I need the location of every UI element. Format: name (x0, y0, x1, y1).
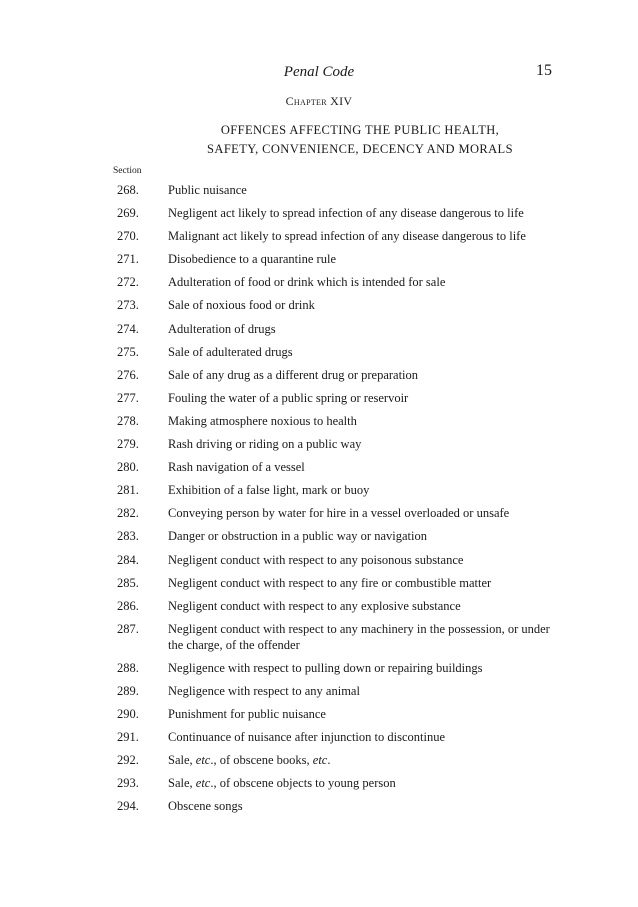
section-title: Punishment for public nuisance (168, 707, 326, 722)
section-title-part: etc (195, 776, 211, 791)
section-title: Fouling the water of a public spring or reservoir (168, 390, 409, 405)
section-title: Making atmosphere noxious to health (168, 413, 357, 428)
chapter-title-line-2: SAFETY, CONVENIENCE, DECENCY AND MORALS (207, 142, 513, 156)
section-number: 273. (117, 298, 139, 313)
section-title: Sale of adulterated drugs (168, 344, 293, 359)
section-title: Rash driving or riding on a public way (168, 437, 362, 452)
section-title (168, 752, 557, 768)
section-number: 291. (117, 730, 139, 745)
section-row (117, 706, 557, 729)
page-number: 15 (536, 62, 552, 79)
section-row (117, 683, 557, 706)
section-number: 292. (117, 753, 139, 768)
chapter-word: Chapter (285, 94, 327, 108)
section-title-part: etc (312, 753, 328, 768)
section-number: 286. (117, 598, 139, 613)
section-row (117, 321, 557, 344)
section-list (117, 182, 557, 822)
section-row (117, 528, 557, 551)
section-number: 287. (117, 621, 139, 636)
section-row (117, 575, 557, 598)
section-title: Negligent conduct with respect to any fire or combustible matter (168, 575, 492, 590)
section-title: Sale of any drug as a different drug or preparation (168, 367, 419, 382)
section-row (117, 390, 557, 413)
section-title-part: ., of obscene books, (210, 753, 313, 768)
section-number: 269. (117, 206, 139, 221)
section-number: 280. (117, 460, 139, 475)
chapter-numeral: XIV (330, 94, 353, 108)
section-number: 293. (117, 776, 139, 791)
section-number: 271. (117, 252, 139, 267)
section-number: 278. (117, 413, 139, 428)
section-number: 279. (117, 437, 139, 452)
section-row (117, 598, 557, 621)
section-title: Negligent act likely to spread infection of any disease dangerous to life (168, 206, 524, 221)
section-title: Rash navigation of a vessel (168, 460, 305, 475)
section-row (117, 459, 557, 482)
section-number: 290. (117, 707, 139, 722)
section-row (117, 251, 557, 274)
section-row (117, 413, 557, 436)
section-number: 277. (117, 390, 139, 405)
section-row (117, 552, 557, 575)
section-title: Negligent conduct with respect to any explosive substance (168, 598, 461, 613)
section-row (117, 367, 557, 390)
section-title: Negligent conduct with respect to any machinery in the possession, or under the charge, of the offender (168, 621, 550, 652)
section-title: Malignant act likely to spread infection of any disease dangerous to life (168, 229, 526, 244)
section-title-part: ., of obscene objects to young person (210, 776, 396, 791)
section-title: Public nuisance (168, 183, 247, 197)
section-number: 288. (117, 660, 139, 675)
section-title: Negligence with respect to pulling down or repairing buildings (168, 660, 483, 675)
section-number: 284. (117, 552, 139, 567)
section-title: Adulteration of drugs (168, 321, 276, 336)
section-row (117, 798, 557, 821)
chapter-title-line-1: OFFENCES AFFECTING THE PUBLIC HEALTH, (220, 123, 500, 137)
section-number: 283. (117, 529, 139, 544)
section-title: Sale of noxious food or drink (168, 298, 315, 313)
section-row (117, 752, 557, 775)
section-title-part: etc (195, 753, 211, 768)
section-number: 274. (117, 321, 139, 336)
section-row (117, 228, 557, 251)
section-number: 282. (117, 506, 139, 521)
section-number: 294. (117, 799, 139, 814)
section-title: Conveying person by water for hire in a vessel overloaded or unsafe (168, 506, 510, 521)
section-row (117, 621, 557, 660)
section-row (117, 505, 557, 528)
section-title-part: Sale, (168, 776, 196, 791)
section-title: Negligence with respect to any animal (168, 683, 360, 698)
section-title: Obscene songs (168, 799, 243, 814)
section-row (117, 297, 557, 320)
section-column-label: Section (113, 166, 142, 176)
section-row (117, 182, 557, 205)
chapter-heading (0, 94, 638, 109)
section-number: 272. (117, 275, 139, 290)
section-number: 285. (117, 575, 139, 590)
section-title-part: . (327, 753, 331, 768)
section-number: 268. (117, 183, 139, 197)
section-row (117, 660, 557, 683)
section-row (117, 274, 557, 297)
section-title: Adulteration of food or drink which is intended for sale (168, 275, 446, 290)
section-row (117, 729, 557, 752)
section-title: Negligent conduct with respect to any poisonous substance (168, 552, 464, 567)
section-title-part: Sale, (168, 753, 196, 768)
section-row (117, 775, 557, 798)
section-row (117, 436, 557, 459)
section-title: Continuance of nuisance after injunction to discontinue (168, 730, 446, 745)
section-number: 275. (117, 344, 139, 359)
section-title: Disobedience to a quarantine rule (168, 252, 336, 267)
section-title: Danger or obstruction in a public way or navigation (168, 529, 427, 544)
section-title (168, 775, 557, 791)
section-number: 276. (117, 367, 139, 382)
section-number: 289. (117, 683, 139, 698)
section-number: 270. (117, 229, 139, 244)
section-title: Exhibition of a false light, mark or buoy (168, 483, 370, 498)
chapter-title (120, 121, 600, 159)
section-number: 281. (117, 483, 139, 498)
section-row (117, 482, 557, 505)
section-row (117, 344, 557, 367)
running-title: Penal Code (283, 64, 355, 80)
section-row (117, 205, 557, 228)
